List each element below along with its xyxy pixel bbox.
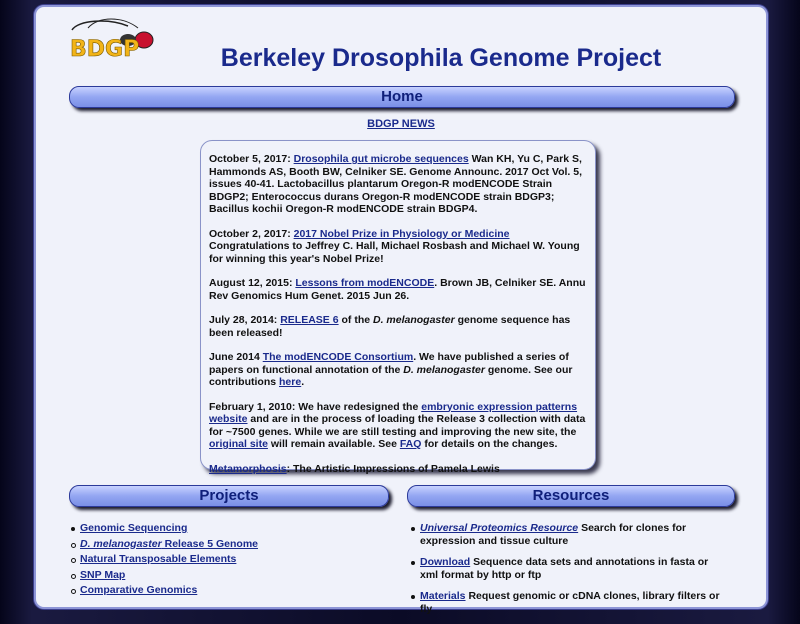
news-text: .	[301, 376, 305, 388]
release5-link[interactable]	[80, 538, 258, 550]
news-item	[209, 314, 587, 339]
home-bar[interactable]: Home	[69, 86, 735, 108]
news-text: : The Artistic Impressions of Pamela Lewis	[286, 462, 500, 475]
comparative-genomics-link[interactable]: Comparative Genomics	[80, 584, 198, 596]
item-text: Search for clones for expression and tissue culture	[420, 522, 687, 547]
projects-list	[80, 522, 380, 597]
proteomics-link[interactable]	[420, 522, 578, 534]
news-link[interactable]: embryonic expression patterns website	[209, 400, 578, 425]
species-name: D. melanogaster	[80, 537, 162, 550]
snp-map-link[interactable]: SNP Map	[80, 568, 126, 581]
site-title: Berkeley Drosophila Genome Project	[220, 44, 662, 72]
list-item	[420, 590, 720, 616]
metamorphosis-link[interactable]: Metamorphosis	[209, 462, 287, 475]
news-date: July 28, 2014:	[209, 314, 281, 326]
news-date: August 12, 2015:	[209, 277, 296, 289]
news-text: genome sequence has been released!	[209, 314, 571, 339]
list-item	[420, 522, 720, 548]
item-text: Sequence data sets and annotations in fasta or xml format by http or ftp	[420, 556, 709, 581]
link-text: Universal Proteomics Resource	[420, 522, 579, 534]
news-link[interactable]: original site	[209, 438, 268, 450]
list-item	[80, 553, 380, 566]
news-link[interactable]: here	[279, 376, 302, 388]
list-item	[80, 584, 380, 597]
news-item	[209, 401, 587, 451]
news-text: for details on the changes.	[421, 438, 558, 450]
list-item	[80, 569, 380, 582]
projects-bar[interactable]: Projects	[69, 485, 389, 507]
faq-link[interactable]: FAQ	[399, 438, 422, 450]
page-panel	[34, 5, 768, 615]
news-text: will remain available. See	[267, 438, 400, 450]
news-text: genome. See our contributions	[209, 363, 573, 388]
svg-text:BDGP: BDGP	[70, 37, 140, 62]
news-link[interactable]: Drosophila gut microbe sequences	[293, 153, 469, 165]
news-item	[209, 153, 587, 216]
transposable-elements-link[interactable]: Natural Transposable Elements	[80, 553, 237, 565]
news-item	[209, 351, 587, 389]
resources-bar[interactable]: Resources	[407, 485, 735, 507]
link-text: Release 5 Genome	[161, 537, 259, 550]
news-text: and are in the process of loading the Release 3 collection with data for ~7500 genes. While we are still testing and improving the new site, the	[209, 413, 586, 438]
news-link[interactable]: RELEASE 6	[280, 314, 339, 326]
list-item	[420, 556, 720, 582]
news-text: . We have published a series of papers on functional annotation of the	[209, 351, 569, 376]
news-link[interactable]: Lessons from modENCODE	[295, 277, 435, 289]
genomic-sequencing-link[interactable]: Genomic Sequencing	[80, 522, 188, 534]
news-item	[209, 277, 587, 302]
news-date: October 5, 2017:	[209, 153, 294, 165]
news-text: Wan KH, Yu C, Park S, Hammonds AS, Booth BW, Celniker SE. Genome Announc. 2017 Oct Vol. 5, issues 40-41. Lactobacillus plantarum Oregon-R modENCODE Strain BDGP2; Enterococcus durans Oregon-R modENCODE strain BDGP3; Bacillus kochii Oregon-R modENCODE strain BDGP4.	[209, 153, 583, 215]
news-date: February 1, 2010:	[209, 400, 299, 413]
news-item	[209, 463, 587, 476]
item-text: Request genomic or cDNA clones, library filters or fly	[420, 590, 720, 615]
list-item	[80, 538, 380, 551]
download-link[interactable]: Download	[420, 556, 471, 568]
news-date: October 2, 2017:	[209, 227, 294, 240]
resources-list	[420, 522, 720, 624]
news-text: Congratulations to Jeffrey C. Hall, Michael Rosbash and Michael W. Young for winning this year's Nobel Prize!	[209, 240, 580, 265]
bdgp-news-link[interactable]: BDGP NEWS	[367, 118, 435, 130]
news-text: . Brown JB, Celniker SE. Annu Rev Genomics Hum Genet. 2015 Jun 26.	[209, 277, 586, 302]
species-name: D. melanogaster	[403, 363, 485, 376]
news-item	[209, 228, 587, 266]
news-text: We have redesigned the	[298, 400, 422, 413]
news-link[interactable]: The modENCODE Consortium	[262, 351, 414, 363]
materials-link[interactable]: Materials	[420, 590, 466, 602]
news-text: of the	[338, 314, 373, 326]
news-box	[200, 140, 596, 475]
list-item	[80, 522, 380, 597]
species-name: D. melanogaster	[373, 314, 455, 326]
news-link[interactable]: 2017 Nobel Prize in Physiology or Medicine	[293, 227, 510, 240]
news-date: June 2014	[209, 351, 263, 363]
